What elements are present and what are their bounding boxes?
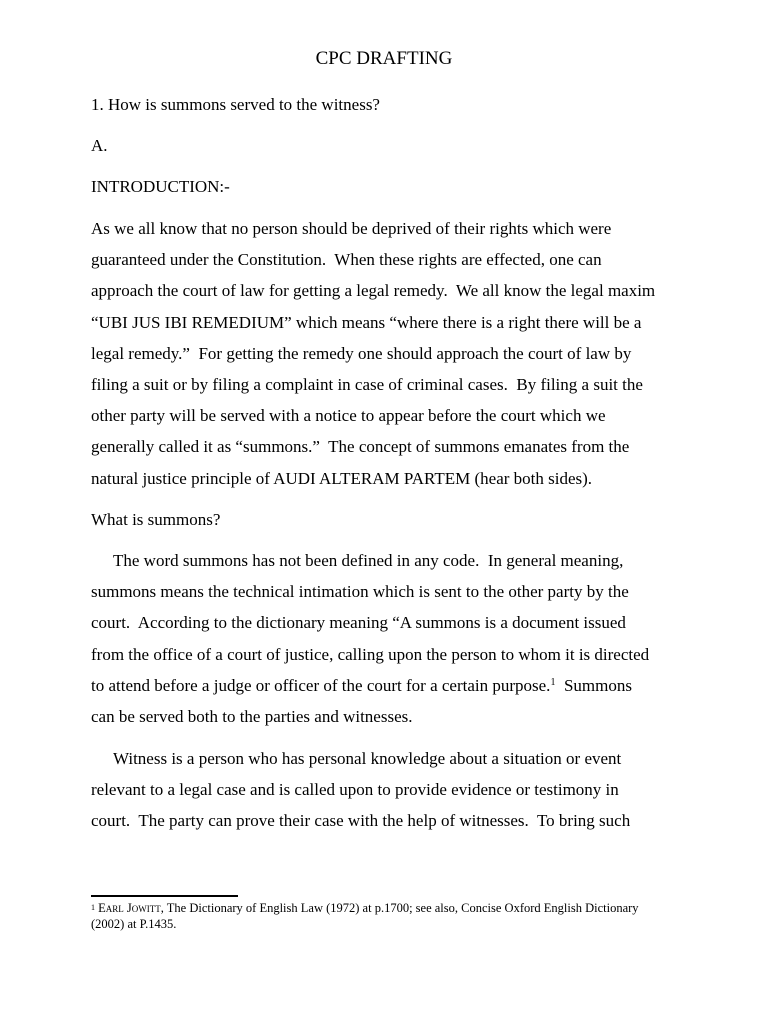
footnote-reference: 1 xyxy=(550,676,556,688)
paragraph-line-text: to attend before a judge or officer of the court for a certain purpose. xyxy=(91,675,551,695)
definition-paragraph xyxy=(91,550,691,737)
paragraph-line: court. The party can prove their case with the help of witnesses. To bring such xyxy=(91,811,631,831)
footnote-author: Earl Jowitt xyxy=(98,901,161,915)
paragraph-line: other party will be served with a notice to appear before the court which we xyxy=(91,406,606,426)
paragraph-line: from the office of a court of justice, calling upon the person to whom it is directed xyxy=(91,644,650,664)
paragraph-line: Witness is a person who has personal knowledge about a situation or event xyxy=(113,749,622,768)
what-is-summons-heading: What is summons? xyxy=(91,510,221,529)
paragraph-line: court. According to the dictionary meaning “A summons is a document issued xyxy=(91,613,626,633)
paragraph-line: generally called it as “summons.” The concept of summons emanates from the xyxy=(91,437,630,457)
paragraph-line: summons means the technical intimation which is sent to the other party by the xyxy=(91,582,629,602)
paragraph-line: legal remedy.” For getting the remedy one should approach the court of law by xyxy=(91,343,632,363)
footnote-line-2: (2002) at P.1435. xyxy=(91,917,177,931)
question-line: 1. How is summons served to the witness? xyxy=(91,95,380,114)
paragraph-line: approach the court of law for getting a legal remedy. We all know the legal maxim xyxy=(91,281,656,301)
paragraph-line-tail: Summons xyxy=(555,675,632,695)
paragraph-line: “UBI JUS IBI REMEDIUM” which means “where there is a right there will be a xyxy=(91,312,642,332)
answer-label: A. xyxy=(91,136,108,155)
footnote-text: , The Dictionary of English Law (1972) at p.1700; see also, Concise Oxford English Dictionary xyxy=(160,901,639,915)
footnote xyxy=(91,900,691,932)
paragraph-line: As we all know that no person should be deprived of their rights which were xyxy=(91,219,612,238)
introduction-paragraph xyxy=(91,218,691,499)
introduction-heading: INTRODUCTION:- xyxy=(91,177,230,196)
footnote-line-1 xyxy=(91,900,691,916)
paragraph-line: filing a suit or by filing a complaint in case of criminal cases. By filing a suit the xyxy=(91,374,643,394)
paragraph-line: The word summons has not been defined in any code. In general meaning, xyxy=(113,551,624,570)
document-title: CPC DRAFTING xyxy=(315,48,453,69)
paragraph-line: natural justice principle of AUDI ALTERAM PARTEM (hear both sides). xyxy=(91,468,593,488)
paragraph-line: relevant to a legal case and is called upon to provide evidence or testimony in xyxy=(91,780,619,800)
paragraph-line: can be served both to the parties and witnesses. xyxy=(91,706,413,726)
witness-paragraph xyxy=(91,748,691,842)
footnote-marker: 1 xyxy=(91,903,95,912)
footnote-separator xyxy=(91,895,238,897)
paragraph-line: guaranteed under the Constitution. When these rights are effected, one can xyxy=(91,250,602,270)
paragraph-line-with-footnote xyxy=(91,675,691,706)
